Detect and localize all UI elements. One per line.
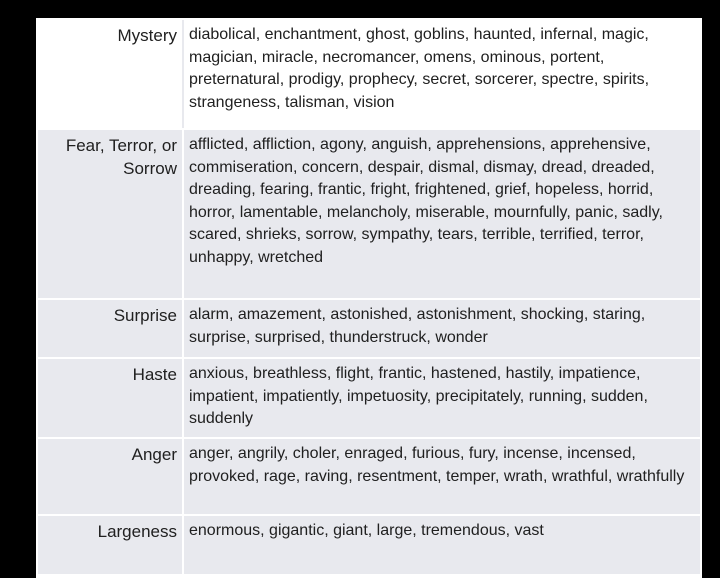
word-list: enormous, gigantic, giant, large, tremendous, vast (182, 516, 700, 574)
word-list: anxious, breathless, flight, frantic, hastened, hastily, impatience, impatient, impatiently, impetuosity, precipitately, running, sudden, suddenly (182, 359, 700, 437)
table-row-largeness (38, 516, 700, 576)
table-row-mystery (38, 20, 700, 130)
category-label: Fear, Terror, or Sorrow (65, 136, 177, 178)
table-row-anger (38, 439, 700, 516)
vocabulary-table (36, 18, 702, 578)
word-list: alarm, amazement, astonished, astonishment, shocking, staring, surprise, surprised, thunderstruck, wonder (182, 300, 700, 357)
category-label: Anger (131, 445, 177, 464)
category-label: Surprise (113, 306, 177, 325)
table-row-fear-terror-sorrow (38, 130, 700, 300)
category-label: Largeness (97, 522, 177, 541)
word-list: afflicted, affliction, agony, anguish, apprehensions, apprehensive, commiseration, concern, despair, dismal, dismay, dread, dreaded, dreading, fearing, frantic, fright, frightened, grief, hopeless, horrid, horror, lamentable, melancholy, miserable, mournfully, panic, sadly, scared, shrieks, sorrow, sympathy, tears, terrible, terrified, terror, unhappy, wretched (182, 130, 700, 298)
table-row-surprise (38, 300, 700, 359)
word-list: diabolical, enchantment, ghost, goblins, haunted, infernal, magic, magician, miracle, necromancer, omens, ominous, portent, preternatural, prodigy, prophecy, secret, sorcerer, spectre, spirits, strangeness, talisman, vision (182, 20, 700, 128)
word-list: anger, angrily, choler, enraged, furious, fury, incense, incensed, provoked, rage, raving, resentment, temper, wrath, wrathful, wrathfully (182, 439, 700, 514)
category-label: Haste (132, 365, 177, 384)
category-label: Mystery (117, 26, 177, 45)
table-row-haste (38, 359, 700, 439)
